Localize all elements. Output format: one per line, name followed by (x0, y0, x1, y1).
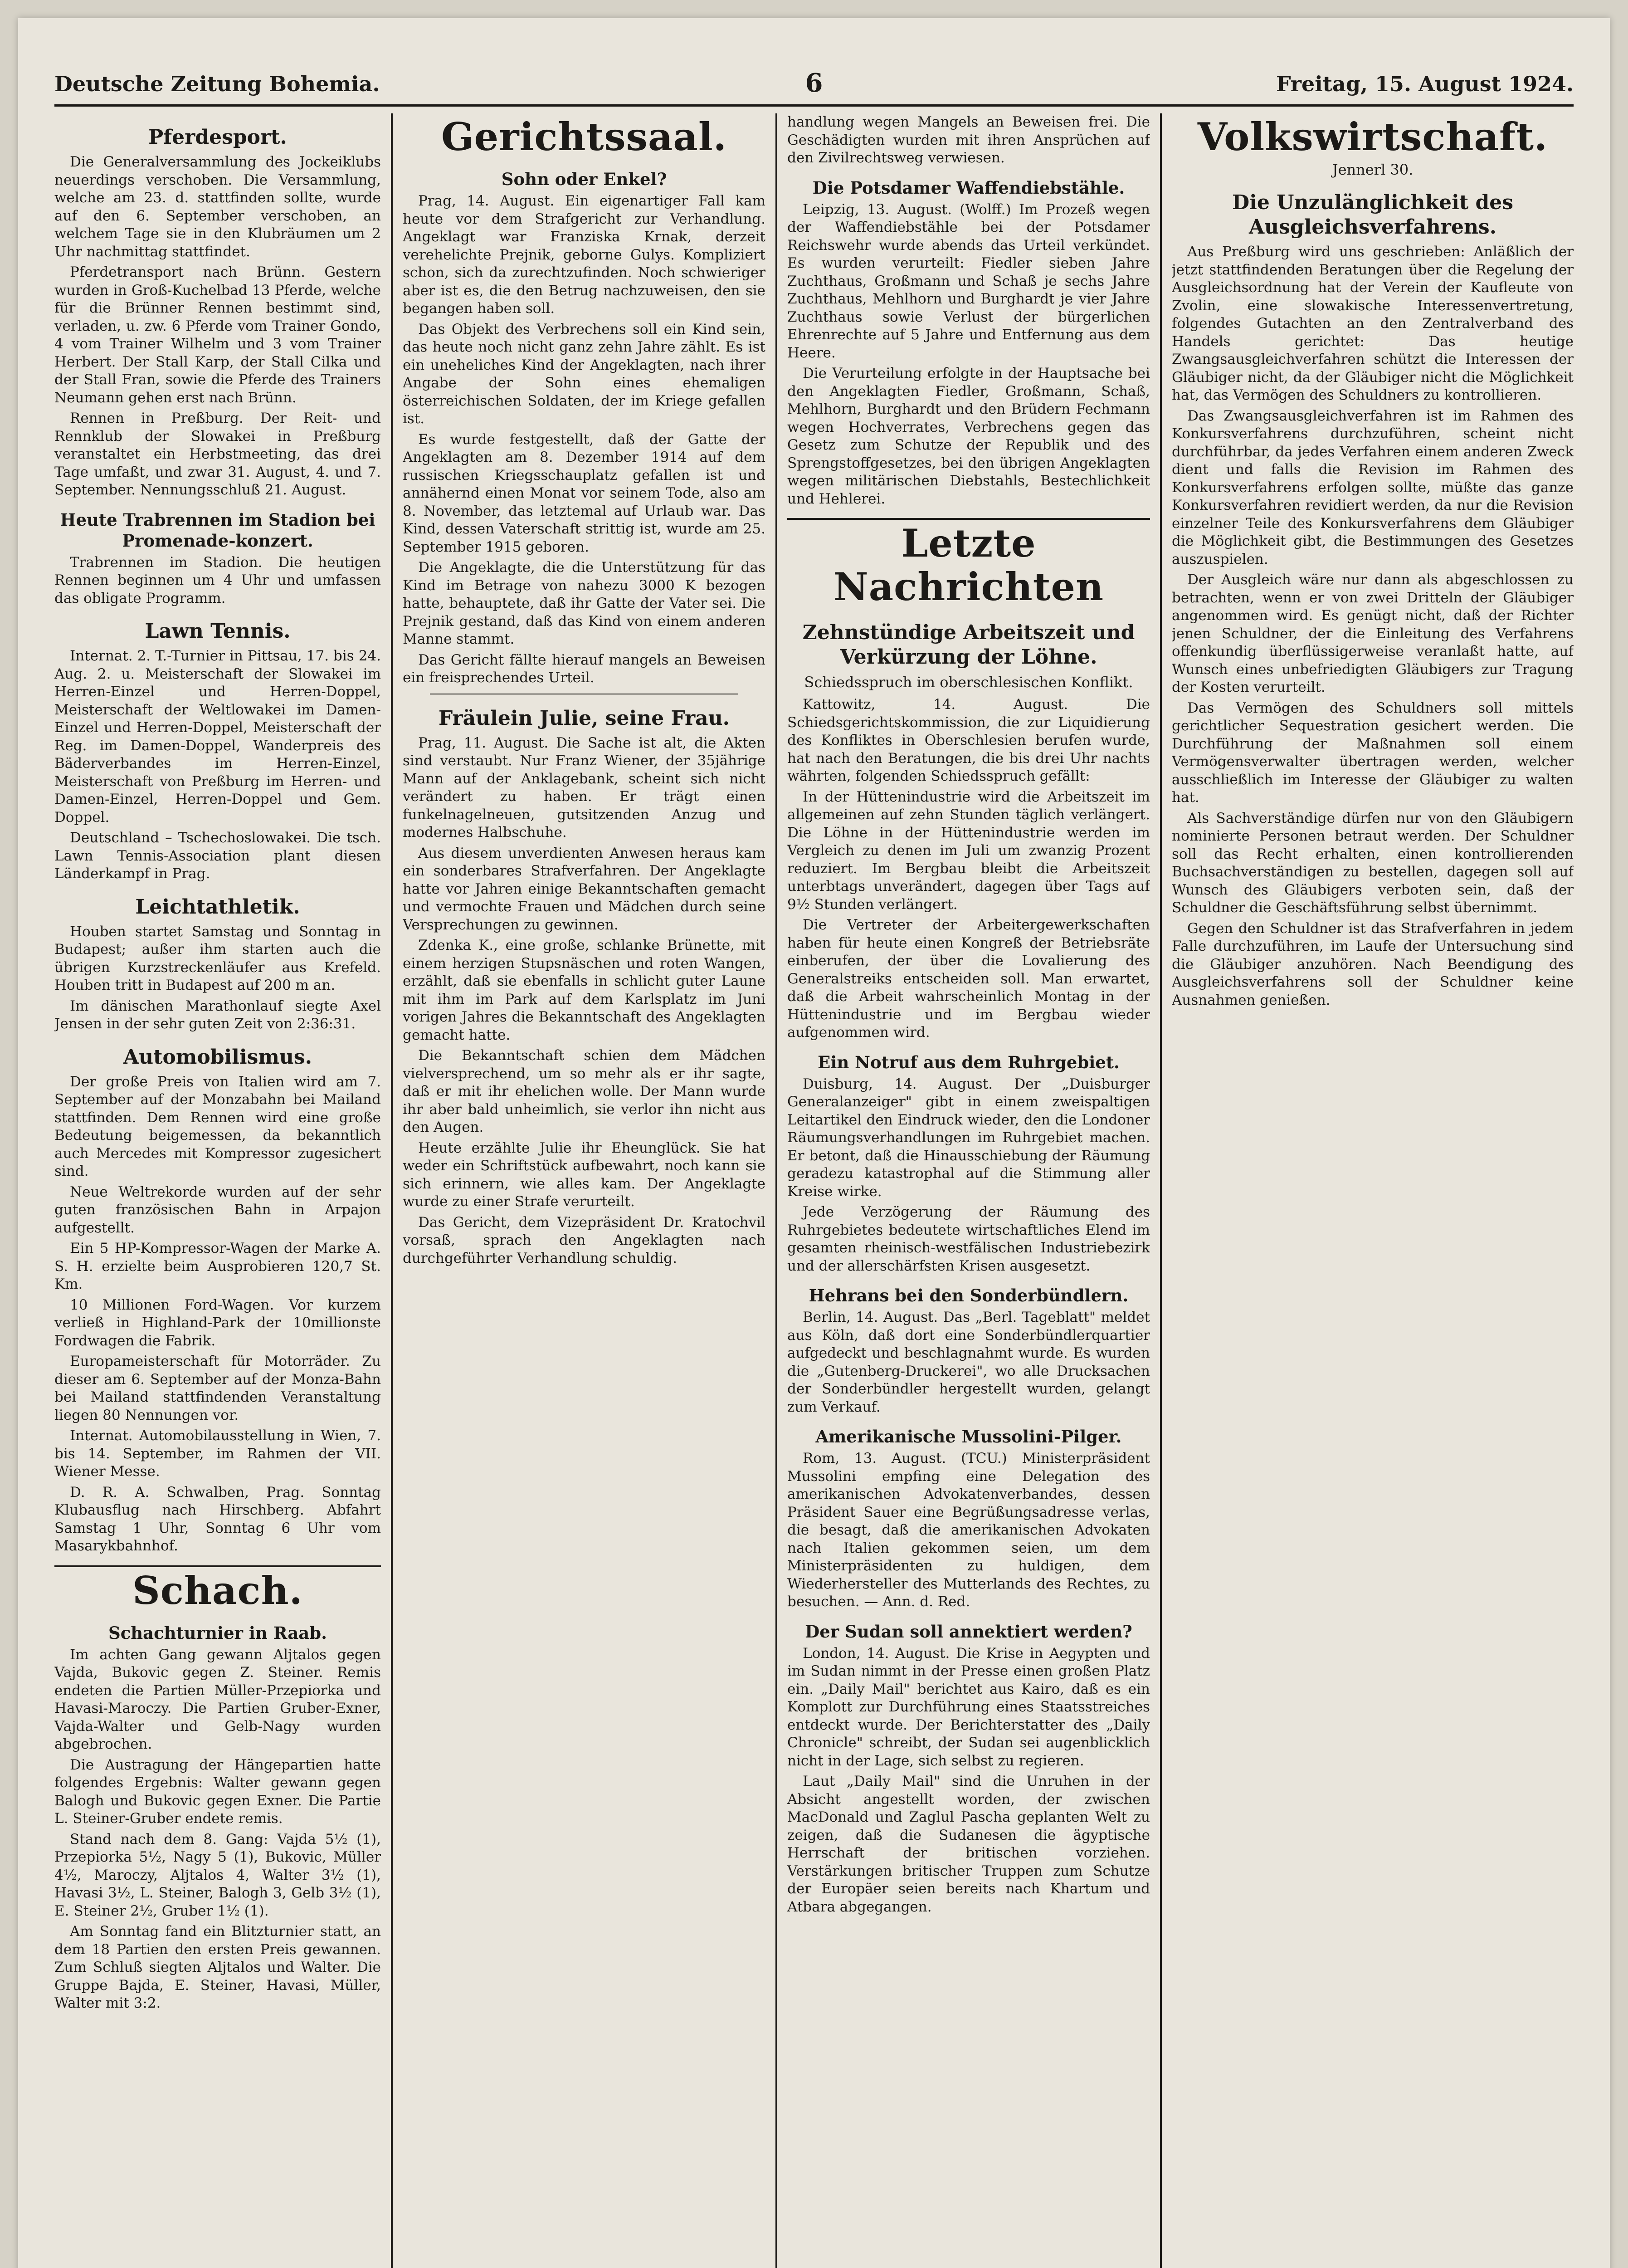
arbeit-paragraph: Kattowitz, 14. August. Die Schiedsgerichtskommission, die zur Liquidierung des Konfliktes in Oberschlesien berufen wurde, hat nach den Beratungen, die bis drei Uhr nachts währten, folgenden Schiedsspruch gefällt: (787, 696, 1150, 784)
trab-paragraph: Trabrennen im Stadion. Die heutigen Rennen beginnen um 4 Uhr und umfassen das obligate Programm. (54, 554, 381, 606)
ruhr-heading: Ein Notruf aus dem Ruhrgebiet. (818, 1052, 1120, 1072)
tennis-heading: Lawn Tennis. (145, 620, 291, 643)
sport-paragraph: Die Generalversammlung des Jockeiklubs neuerdings verschoben. Die Versammlung, welche am 23. d. stattfinden sollte, wurde auf den 6. September verschoben, an welchem Tage sie in den Klubräumen um 2 Uhr nachmittag stattfindet. (54, 154, 381, 260)
story1-paragraph: Die Angeklagte, die die Unterstützung für das Kind im Betrage von nahezu 3000 K bezogen hatte, behauptete, daß ihr Gatte der Vater sei. Die Prejnik gestand, daß das Kind von einem anderen Manne stammt. (403, 559, 765, 647)
sport-heading: Pferdesport. (148, 126, 287, 149)
gerichtssaal-heading: Gerichtssaal. (441, 114, 727, 159)
column-divider (775, 113, 777, 2268)
masthead (54, 50, 1574, 107)
story2-paragraph: Prag, 11. August. Die Sache ist alt, die Akten sind verstaubt. Nur Franz Wiener, der 35jährige Mann auf der Anklagebank, scheint sich nicht verändert zu haben. Er trägt einen funkelnagelneuen, gutsitzenden Anzug und modernes Halbschuhe. (403, 734, 765, 841)
story2-paragraph: Zdenka K., eine große, schlanke Brünette, mit einem herzigen Stupsnäschen und roten Wangen, erzählt, daß sie ebenfalls in schlicht guter Laune mit ihm im Park auf dem Karlsplatz im Juni vorigen Jahres die Bekanntschaft des Angeklagten gemacht hatte. (403, 937, 765, 1043)
article-paragraph: Aus Preßburg wird uns geschrieben: Anläßlich der jetzt stattfindenden Beratungen über die Regelung der Ausgleichsordnung hat der Verein der Kaufleute von Zvolin, eine slowakische Interessenvertretung, folgendes Gutachten an den Zentralverband des Handels gerichtet: Das heutige Zwangsausgleichverfahren schützt die Interessen der Gläubiger nicht, da der Gläubiger nicht die Möglichkeit hat, das Vermögen des Schuldners zu kontrollieren. (1172, 244, 1574, 403)
schach-paragraph: Am Sonntag fand ein Blitzturnier statt, an dem 18 Partien den ersten Preis gewannen. Zum Schluß siegten Aljtalos und Walter. Die Gruppe Bajda, E. Steiner, Havasi, Müller, Walter mit 3:2. (54, 1923, 381, 2011)
latest-news-heading: Letzte Nachrichten (833, 521, 1104, 609)
potsdam-paragraph: Die Verurteilung erfolgte in der Hauptsache bei den Angeklagten Fiedler, Großmann, Schaß, Mehlhorn, Burghardt und den Brüdern Fechmann wegen Hochverrates, Verbrechens gegen das Gesetz zum Schutze der Republik und des Sprengstoffgesetzes, bei den übrigen Angeklagten wegen militärischen Diebstahls, Bestechlichkeit und Hehlerei. (787, 365, 1150, 507)
story2-heading: Fräulein Julie, seine Frau. (439, 706, 730, 730)
story1-heading: Sohn oder Enkel? (501, 169, 667, 189)
article-heading: Die Unzulänglichkeit des Ausgleichsverfahrens. (1232, 191, 1514, 239)
arbeit-heading: Zehnstündige Arbeitszeit und Verkürzung der Löhne. (802, 621, 1135, 669)
column-divider (391, 113, 393, 2268)
auto-heading: Automobilismus. (123, 1045, 312, 1069)
issue-date: Freitag, 15. August 1924. (1276, 72, 1574, 96)
auto-paragraph: Europameisterschaft für Motorräder. Zu dieser am 6. September auf der Monza-Bahn bei Mailand stattfindenden Veranstaltung liegen 80 Nennungen vor. (54, 1353, 381, 1423)
sudan-paragraph: London, 14. August. Die Krise in Aegypten und im Sudan nimmt in der Presse einen großen Platz ein. „Daily Mail" berichtet aus Kairo, daß es ein Komplott zur Durchführung eines Staatsstreiches entdeckt wurde. Der Berichterstatter des „Daily Chronicle" schreibt, der Sudan sei augenblicklich nicht in der Lage, sich selbst zu regieren. (787, 1645, 1150, 1769)
leichtathletik-paragraph: Houben startet Samstag und Sonntag in Budapest; außer ihm starten auch die übrigen Kurzstreckenläufer aus Krefeld. Houben tritt in Budapest auf 200 m an. (54, 923, 381, 993)
story1-paragraph: Prag, 14. August. Ein eigenartiger Fall kam heute vor dem Strafgericht zur Verhandlung. Angeklagt war Franziska Krnak, derzeit verehelichte Prejnik, geborne Gulys. Kompliziert schon, sich da zurechtzufinden. Noch schwieriger aber ist es, die den Betrug nachzuweisen, den sie begangen haben soll. (403, 193, 765, 317)
story1-paragraph: Das Gericht fällte hierauf mangels an Beweisen ein freisprechendes Urteil. (403, 651, 765, 686)
volkswirtschaft-sub: Jennerl 30. (1332, 161, 1414, 178)
column-nachrichten (787, 113, 1150, 2268)
sport-paragraph: Rennen in Preßburg. Der Reit- und Rennklub der Slowakei in Preßburg veranstaltet ein Herbstmeeting, das drei Tage umfaßt, und zwar 31. August, 4. und 7. September. Nennungsschluß 21. August. (54, 410, 381, 498)
auto-paragraph: Internat. Automobilausstellung in Wien, 7. bis 14. September, im Rahmen der VII. Wiener Messe. (54, 1427, 381, 1480)
pilger-paragraph: Rom, 13. August. (TCU.) Ministerpräsident Mussolini empfing eine Delegation des amerikanischen Advokatenverbandes, dessen Präsident Sauer eine Begrüßungsadresse verlas, die besagt, daß die amerikanischen Advokaten nach Italien gekommen seien, um dem Ministerpräsidenten zu huldigen, dem Wiederhersteller des Mutterlands des Rechtes, zu besuchen. — Ann. d. Red. (787, 1450, 1150, 1610)
page-number: 6 (805, 68, 823, 98)
potsdam-heading: Die Potsdamer Waffendiebstähle. (812, 177, 1125, 198)
story1-paragraph: Es wurde festgestellt, daß der Gatte der Angeklagten am 8. Dezember 1914 auf dem russischen Kriegsschauplatz gefallen ist und annähernd einen Monat vor seinem Tode, also am 8. November, das letztemal auf Urlaub war. Das Kind, dessen Vaterschaft strittig ist, wurde am 25. September 1915 geboren. (403, 431, 765, 555)
story2-paragraph: Heute erzählte Julie ihr Eheunglück. Sie hat weder ein Schriftstück aufbewahrt, noch kann sie sich erinnern, wie alles kam. Der Angeklagte wurde zu einer Strafe verurteilt. (403, 1139, 765, 1210)
column-sport (54, 113, 381, 2268)
potsdam-paragraph: Leipzig, 13. August. (Wolff.) Im Prozeß wegen der Waffendiebstähle bei der Potsdamer Reichswehr wurde abends das Urteil verkündet. Es wurden verurteilt: Fiedler sieben Jahre Zuchthaus, Großmann und Schaß je sechs Jahre Zuchthaus, Mehlhorn und Burghardt je vier Jahre Zuchthaus sowie Verlust der bürgerlichen Ehrenrechte auf 5 Jahre und Entfernung aus dem Heere. (787, 201, 1150, 361)
tennis-paragraph: Deutschland – Tschechoslowakei. Die tsch. Lawn Tennis-Association plant diesen Länderkampf in Prag. (54, 830, 381, 882)
article-paragraph: Gegen den Schuldner ist das Strafverfahren in jedem Falle durchzuführen, im Laufe der Untersuchung sind die Gläubiger anzuhören. Nach Beendigung des Ausgleichsverfahrens soll der Schuldner keine Ausnahmen genießen. (1172, 920, 1574, 1008)
arbeit-paragraph: In der Hüttenindustrie wird die Arbeitszeit im allgemeinen auf zehn Stunden täglich verlängert. Die Löhne in der Hüttenindustrie werden im Vergleich zu denen im Juli um zwanzig Prozent reduziert. Im Bergbau bleibt die Arbeitszeit unterbtags unverändert, dagegen über Tags auf 9½ Stunden verlängert. (787, 788, 1150, 913)
article-paragraph: Der Ausgleich wäre nur dann als abgeschlossen zu betrachten, wenn er von zwei Dritteln der Gläubiger angenommen wird. Es genügt nicht, daß der Richter jenen Schuldner, der die Einleitung des Verfahrens offenkundig überflüssigerweise veranlaßt hatte, auf Wunsch eines unbefriedigten Gläubigers zur Tragung der Kosten verurteilt. (1172, 572, 1574, 695)
schach-paragraph: Im achten Gang gewann Aljtalos gegen Vajda, Bukovic gegen Z. Steiner. Remis endeten die Partien Müller-Przepiorka und Havasi-Maroczy. Die Partien Gruber-Exner, Vajda-Walter und Gelb-Nagy wurden abgebrochen. (54, 1646, 381, 1752)
sonder-paragraph: Berlin, 14. August. Das „Berl. Tageblatt" meldet aus Köln, daß dort eine Sonderbündlerquartier aufgedeckt und beschlagnahmt wurde. Es wurden die „Gutenberg-Druckerei", wo alle Drucksachen der Sonderbündler hergestellt wurden, gelangt zum Verkauf. (787, 1309, 1150, 1415)
schach-paragraph: Die Austragung der Hängepartien hatte folgendes Ergebnis: Walter gewann gegen Balogh und Bukovic gegen Exner. Die Partie L. Steiner-Gruber endete remis. (54, 1756, 381, 1827)
article-paragraph: Das Zwangsausgleichverfahren ist im Rahmen des Konkursverfahrens durchzuführen, scheint nicht durchführbar, da jedes Verfahren einem anderen Zweck dient und falls die Revision im Rahmen des Konkursverfahrens erfolgen sollte, müßte das ganze Konkursverfahren revidiert werden, da nur die Revision einzelner Teile des Konkursverfahrens dem Gläubiger die Möglichkeit gibt, die Bestimmungen des Gesetzes auszuspielen. (1172, 407, 1574, 567)
article-paragraph: Das Vermögen des Schuldners soll mittels gerichtlicher Sequestration gesichert werden. Die Durchführung der Maßnahmen soll einem Vermögensverwalter übertragen werden, welcher ausschließlich im Interesse der Gläubiger zu walten hat. (1172, 699, 1574, 806)
story2-paragraph: Die Bekanntschaft schien dem Mädchen vielversprechend, um so mehr als er ihr sagte, daß er mit ihr ehelichen wolle. Der Mann wurde ihr aber bald unheimlich, sie verlor ihn nicht aus den Augen. (403, 1047, 765, 1135)
leichtathletik-heading: Leichtathletik. (135, 895, 300, 919)
tennis-paragraph: Internat. 2. T.-Turnier in Pittsau, 17. bis 24. Aug. 2. u. Meisterschaft der Slowakei im Herren-Einzel und Herren-Doppel, Meisterschaft der Weltlowakei im Damen-Einzel und Herren-Doppel, Meisterschaft der Reg. im Damen-Doppel, Wanderpreis des Bäderverbandes im Herren-Einzel, Meisterschaft von Preßburg im Herren- und Damen-Einzel, Herren-Doppel und Gem. Doppel. (54, 648, 381, 826)
auto-paragraph: Neue Weltrekorde wurden auf der sehr guten französischen Bahn in Arpajon aufgestellt. (54, 1183, 381, 1236)
sonder-heading: Hehrans bei den Sonderbündlern. (809, 1286, 1129, 1305)
schach-subheading: Schachturnier in Raab. (108, 1623, 327, 1643)
section-rule (787, 518, 1150, 520)
sport-paragraph: Pferdetransport nach Brünn. Gestern wurden in Groß-Kuchelbad 13 Pferde, welche für die Brünner Rennen bestimmt sind, verladen, u. zw. 6 Pferde vom Trainer Gondo, 4 vom Trainer Wilhelm und 3 vom Trainer Herbert. Der Stall Karp, der Stall Cilka und der Stall Fran, sowie die Pferde des Trainers Neumann gehen erst nach Brünn. (54, 264, 381, 406)
paper-name: Deutsche Zeitung Bohemia. (54, 72, 380, 96)
auto-paragraph: 10 Millionen Ford-Wagen. Vor kurzem verließ in Highland-Park der 10millionste Fordwagen die Fabrik. (54, 1296, 381, 1349)
sudan-heading: Der Sudan soll annektiert werden? (805, 1621, 1132, 1642)
column-gerichtssaal (403, 113, 765, 2268)
section-rule (54, 1565, 381, 1567)
arbeit-subheading: Schiedsspruch im oberschlesischen Konflikt. (804, 674, 1133, 691)
schach-heading: Schach. (132, 1568, 303, 1613)
arbeit-paragraph: Die Vertreter der Arbeitergewerkschaften haben für heute einen Kongreß der Betriebsräte einberufen, der über die Lovalierung des Generalstreiks entscheiden soll. Man erwartet, daß die Arbeit wahrscheinlich Montag in der Hüttenindustrie und im Bergbau wieder aufgenommen wird. (787, 917, 1150, 1041)
volkswirtschaft-heading: Volkswirtschaft. (1197, 114, 1548, 159)
trab-heading: Heute Trabrennen im Stadion bei Promenade-konzert. (60, 509, 375, 551)
article-paragraph: Als Sachverständige dürfen nur von den Gläubigern nominierte Personen betraut werden. Der Schuldner soll das Recht erhalten, einen kontrollierenden Buchsachverständigen zu bestellen, dagegen soll auf Wunsch des Gläubigers verboten sein, daß der Schuldner die Geschäftsführung selbst übernimmt. (1172, 810, 1574, 916)
story1-paragraph: Das Objekt des Verbrechens soll ein Kind sein, das heute noch nicht ganz zehn Jahre zählt. Es ist ein uneheliches Kind der Angeklagten, nach ihrer Angabe der Sohn eines ehemaligen österreichischen Soldaten, der im Kriege gefallen ist. (403, 321, 765, 427)
auto-paragraph: Ein 5 HP-Kompressor-Wagen der Marke A. S. H. erzielte beim Ausprobieren 120,7 St. Km. (54, 1240, 381, 1292)
newspaper-page (18, 18, 1610, 2268)
auto-paragraph: D. R. A. Schwalben, Prag. Sonntag Klubausflug nach Hirschberg. Abfahrt Samstag 1 Uhr, Sonntag 6 Uhr vom Masarykbahnhof. (54, 1484, 381, 1554)
column-divider (1160, 113, 1162, 2268)
leichtathletik-paragraph: Im dänischen Marathonlauf siegte Axel Jensen in der sehr guten Zeit von 2:36:31. (54, 997, 381, 1032)
schach-paragraph: Stand nach dem 8. Gang: Vajda 5½ (1), Przepiorka 5½, Nagy 5 (1), Bukovic, Müller 4½, Maroczy, Aljtalos 4, Walter 3½ (1), Havasi 3½, L. Steiner, Balogh 3, Gelb 3½ (1), E. Steiner 2½, Gruber 1½ (1). (54, 1831, 381, 1919)
auto-paragraph: Der große Preis von Italien wird am 7. September auf der Monzabahn bei Mailand stattfinden. Dem Rennen wird eine große Bedeutung beigemessen, da bekanntlich auch Mercedes mit Kompressor zugesichert sind. (54, 1073, 381, 1179)
ruhr-paragraph: Duisburg, 14. August. Der „Duisburger Generalanzeiger" gibt in einem zweispaltigen Leitartikel den Eindruck wieder, den die Londoner Räumungsverhandlungen im Ruhrgebiet machen. Er betont, daß die Hinausschiebung der Räumung geradezu katastrophal auf die Stimmung aller Kreise wirke. (787, 1075, 1150, 1200)
lead-paragraph: handlung wegen Mangels an Beweisen frei. Die Geschädigten wurden mit ihren Ansprüchen auf den Zivilrechtsweg verwiesen. (787, 114, 1150, 166)
ruhr-paragraph: Jede Verzögerung der Räumung des Ruhrgebietes bedeutete wirtschaftliches Elend im gesamten rheinisch-westfälischen Industriebezirk und der allerschärfsten Krisen ausgesetzt. (787, 1204, 1150, 1274)
sudan-paragraph: Laut „Daily Mail" sind die Unruhen in der Absicht angestellt worden, der zwischen MacDonald und Zaglul Pascha geplanten Welt zu zeigen, daß die Sudanesen die ägyptische Herrschaft der britischen vorziehen. Verstärkungen britischer Truppen zum Schutze der Europäer seien bereits nach Khartum und Atbara abgegangen. (787, 1773, 1150, 1915)
pilger-heading: Amerikanische Mussolini-Pilger. (815, 1427, 1122, 1447)
story2-paragraph: Das Gericht, dem Vizepräsident Dr. Kratochvil vorsaß, sprach den Angeklagten nach durchgeführter Verhandlung schuldig. (403, 1214, 765, 1266)
column-volkswirtschaft (1172, 113, 1574, 2268)
story2-paragraph: Aus diesem unverdienten Anwesen heraus kam ein sonderbares Strafverfahren. Der Angeklagte hatte vor Jahren einige Bekanntschaften gemacht und vermochte Frauen und Mädchen durch seine Versprechungen zu gewinnen. (403, 845, 765, 933)
